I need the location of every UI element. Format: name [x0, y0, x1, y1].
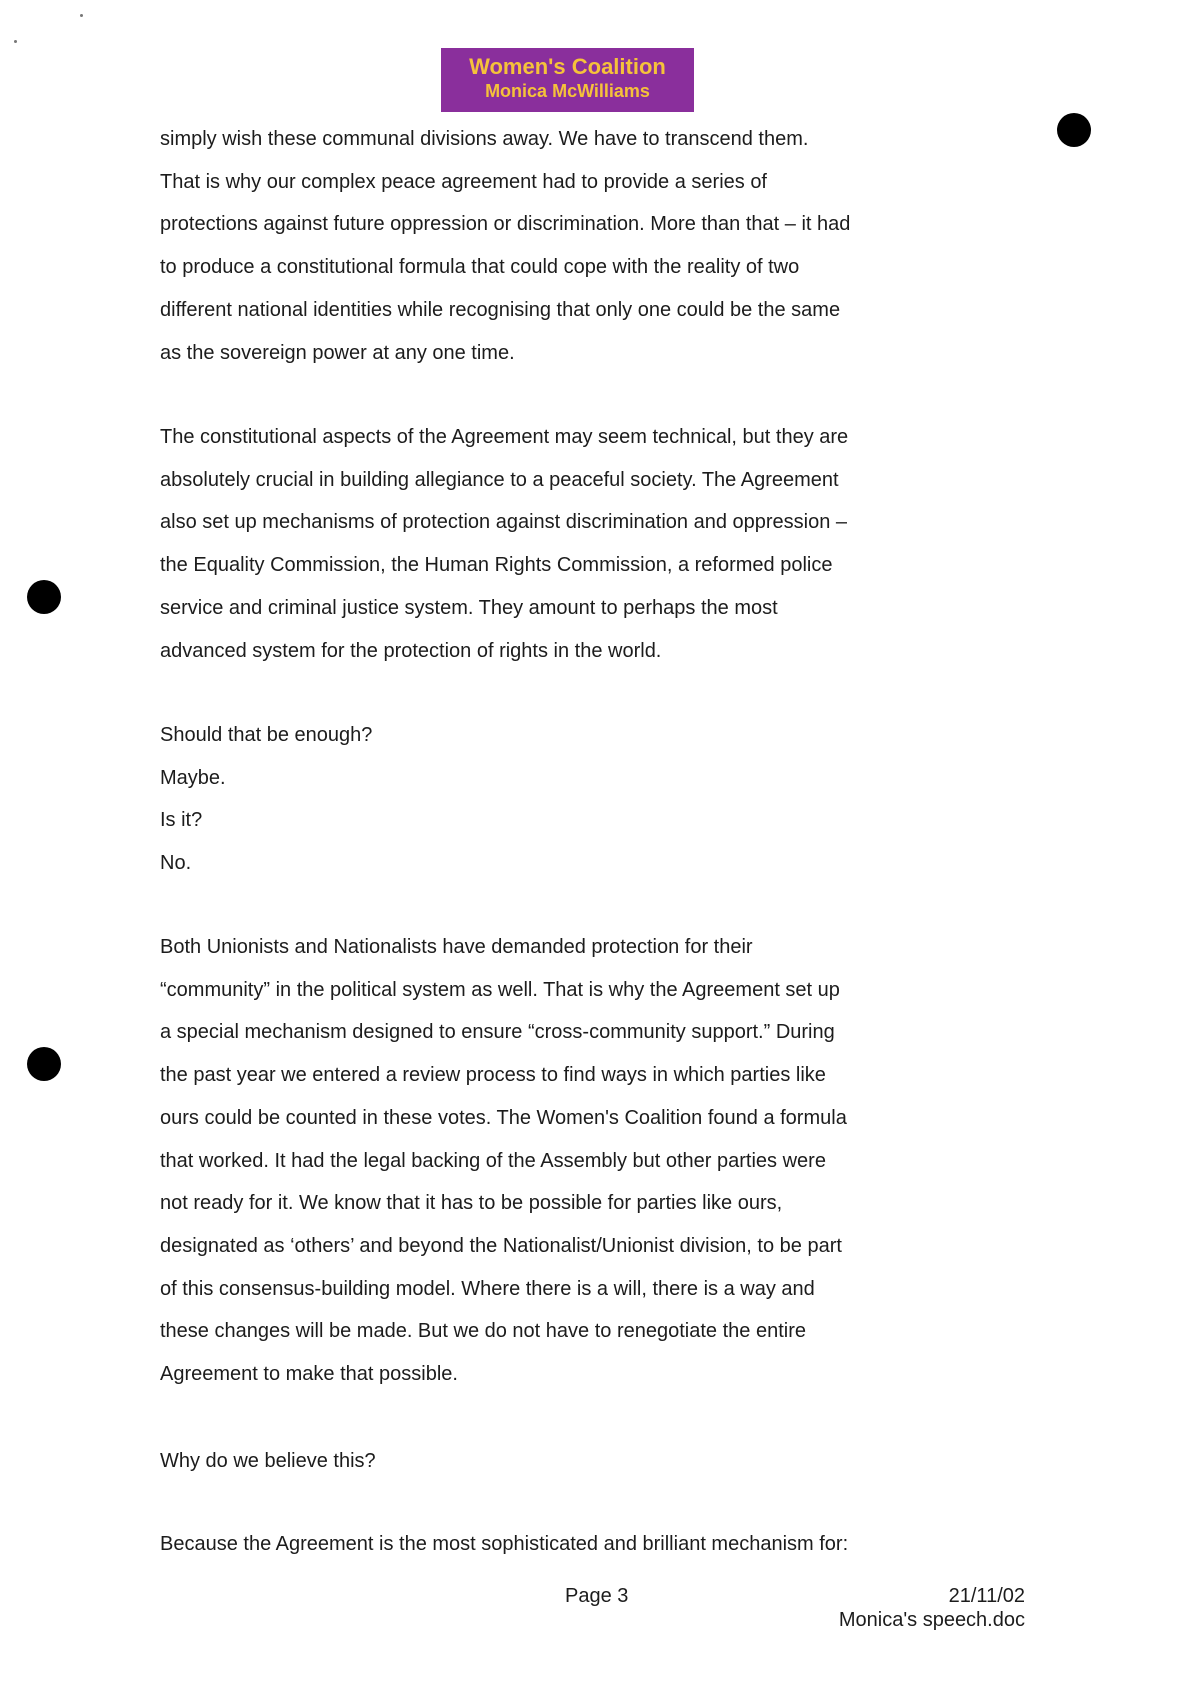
text-line: Because the Agreement is the most sophisticated and brilliant mechanism for:: [160, 1533, 849, 1555]
paragraph-communal-divisions: [160, 118, 1030, 374]
text-line: not ready for it. We know that it has to be possible for parties like ours,: [160, 1192, 783, 1215]
letterhead-organisation: Women's Coalition: [469, 54, 666, 79]
text-line: Why do we believe this?: [160, 1450, 376, 1472]
paragraph-why-believe: [160, 1440, 1030, 1483]
paragraph-questions: [160, 714, 1030, 885]
text-line: that worked. It had the legal backing of the Assembly but other parties were: [160, 1149, 826, 1172]
punch-hole: [1057, 113, 1091, 147]
footer-filename: Monica's speech.doc: [838, 1609, 1025, 1631]
text-line: these changes will be made. But we do not have to renegotiate the entire: [160, 1320, 806, 1343]
text-line: Maybe.: [160, 766, 226, 789]
punch-hole: [27, 580, 61, 614]
text-line: also set up mechanisms of protection against discrimination and oppression –: [160, 511, 848, 534]
text-line: Both Unionists and Nationalists have demanded protection for their: [160, 936, 753, 958]
scan-speck: [80, 14, 83, 17]
paragraph-cross-community: [160, 926, 1030, 1396]
text-line: No.: [160, 852, 192, 875]
letterhead-name: Monica McWilliams: [485, 81, 650, 101]
text-line: Should that be enough?: [160, 724, 373, 746]
punch-hole: [27, 1047, 61, 1081]
footer-meta: [839, 1584, 1025, 1632]
text-line: “community” in the political system as well. That is why the Agreement set up: [160, 978, 840, 1001]
text-line: the Equality Commission, the Human Rights Commission, a reformed police: [160, 554, 833, 577]
text-line: The constitutional aspects of the Agreement may seem technical, but they are: [160, 426, 849, 448]
text-line: protections against future oppression or discrimination. More than that – it had: [160, 213, 851, 236]
text-line: of this consensus-building model. Where there is a will, there is a way and: [160, 1277, 815, 1300]
text-line: simply wish these communal divisions away. We have to transcend them.: [160, 128, 809, 150]
paragraph-constitutional-aspects: [160, 416, 1030, 672]
page-number: Page 3: [565, 1585, 629, 1607]
text-line: to produce a constitutional formula that could cope with the reality of two: [160, 256, 800, 279]
text-line: as the sovereign power at any one time.: [160, 341, 515, 364]
footer-date: 21/11/02: [948, 1585, 1025, 1607]
text-line: absolutely crucial in building allegiance to a peaceful society. The Agreement: [160, 468, 839, 491]
letterhead: [441, 48, 694, 112]
text-line: ours could be counted in these votes. The Women's Coalition found a formula: [160, 1106, 847, 1129]
text-line: different national identities while recognising that only one could be the same: [160, 298, 841, 321]
text-line: Is it?: [160, 809, 203, 832]
text-line: That is why our complex peace agreement had to provide a series of: [160, 170, 767, 193]
text-line: service and criminal justice system. They amount to perhaps the most: [160, 596, 778, 619]
text-line: designated as ‘others’ and beyond the Nationalist/Unionist division, to be part: [160, 1234, 842, 1257]
text-line: advanced system for the protection of rights in the world.: [160, 639, 662, 662]
text-line: the past year we entered a review process to find ways in which parties like: [160, 1064, 826, 1087]
paragraph-because: [160, 1523, 1030, 1566]
text-line: Agreement to make that possible.: [160, 1363, 458, 1386]
scan-speck: [14, 40, 17, 43]
text-line: a special mechanism designed to ensure “cross-community support.” During: [160, 1021, 835, 1044]
